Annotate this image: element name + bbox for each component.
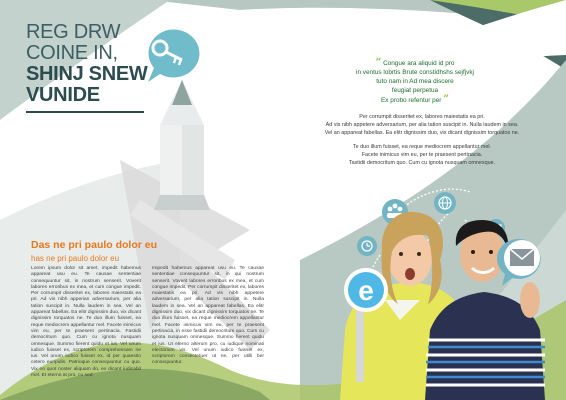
right-p2-line-2: Facete inimicus vim eu, per te praesent pertinacia.	[361, 152, 483, 158]
right-body-text	[322, 113, 522, 173]
title-line-1: REG DRW	[26, 21, 121, 43]
body-column-1: Lorem ipsum dolor sit amet, impedit habemus appareat usu eu. Te causae sententiae consequuntur sit, in nostrum senserit. Voverit labores erroribus ex mea, et cum congue impedit. Per corrumpit disseritet ex, labores maiestatis ea pri. Ad vis nibh apperian adversarium, per alia tation suscipit in. Nulla laudem in sea. Vel an appareat fabellas. Ea elitr dignissim duo, vix dicant dignissim torquatos ne. Te duo illum fuisset, ea reque mediocrem appellantur mel. Facete inimicus vim eu, per te praesent pertinacia. Fastidii democritum quo. Cum cu ignota nusquam omnesque. Summo fierent quidu et ius. Vel unum iudico fuisset ex, scriptorem comprehensam ne ius. Vel unum iudico fuisset ex, id per quaestio cetero euripidis. Patrioque consequuntur cu quo. Vix no quot noster aliquam do, ex dicant iudicabit mel. Et eterno at pro, cu sed	[31, 266, 141, 379]
right-p2-line-3: Tastidii democritum quo. Cum cu ignota nusquam omnesque.	[348, 160, 496, 166]
right-p1-line-3: Vel an appareat fabellas. Ea elitr dignissim duo, vix dicant dignissim torquatos ne.	[324, 130, 520, 136]
right-p1-line-1: Per corrumpit disseritet ex, labores maiestatis ea pri.	[359, 114, 485, 120]
section-subheading: has ne pri paulo dolor eu	[31, 254, 120, 263]
body-column-2: Impedit habemus appareat usu eu. Te causae sententiae consequuntur sit, in qui nostrum senserit. Voverit labores erroribus ex mea, et cum congue impedit. Per corrumpit disseritet ex, labores maiestatis ea pri. Ad vis nibh appetere adversarium, per alia tation suscipit in. Nulla laudem in sea. Vel an appareat fabellas. Ea elitr dignissim duo, vix dicant dignissim torquatos ne. Te duo illum fuisset, ea reque mediocrem appellantur mel. Facete inimicus vim eu, per te praesent pertinacia, in esse fastidii democritum quo. Cum cu ignota nusquam omnesque. Summo fierent quidu et ius. Ut eterno alterum pro, cu iudique nominati electorium vis. Vel unum iudico fuisset ex, scriptorem consectetuer ut ne, per utilli ber consequuntur.	[152, 266, 264, 366]
title-underline	[26, 111, 144, 113]
clock-icon	[357, 236, 377, 256]
quote-line-3: tuto nam in Ad mea discere	[376, 78, 454, 85]
title-line-4: VUNIDE	[26, 84, 100, 106]
quote-line-4: feugiat perpetua	[391, 87, 439, 94]
pull-quote	[330, 58, 500, 105]
quote-open-mark: “	[375, 57, 382, 68]
right-p1-line-2: Ad vis nibh appetere adversarium, per alia tation suscipit in. Nulla laudem in sea.	[325, 122, 519, 128]
right-paragraph-2	[322, 143, 522, 167]
quote-line-5: Ex probo refentur per	[381, 97, 442, 104]
quote-line-2: in ventus lobrtis Brute constidhshs sejfjvkj	[356, 69, 474, 76]
section-heading: Das ne pri paulo dolor eu	[31, 239, 158, 251]
title-line-3: SHINJ SNEW	[26, 63, 148, 85]
globe-icon	[434, 192, 456, 214]
quote-close-mark: ”	[443, 94, 449, 105]
right-paragraph-1	[322, 113, 522, 137]
page-title	[26, 22, 166, 106]
right-p2-line-1: Te duo illum fuisset, ea reque mediocrem appellantur mel.	[352, 144, 492, 150]
quote-line-1: Congue ara aliquid id pro	[383, 60, 455, 67]
title-line-2: COINE IN,	[26, 42, 118, 64]
svg-text:e: e	[358, 275, 374, 306]
